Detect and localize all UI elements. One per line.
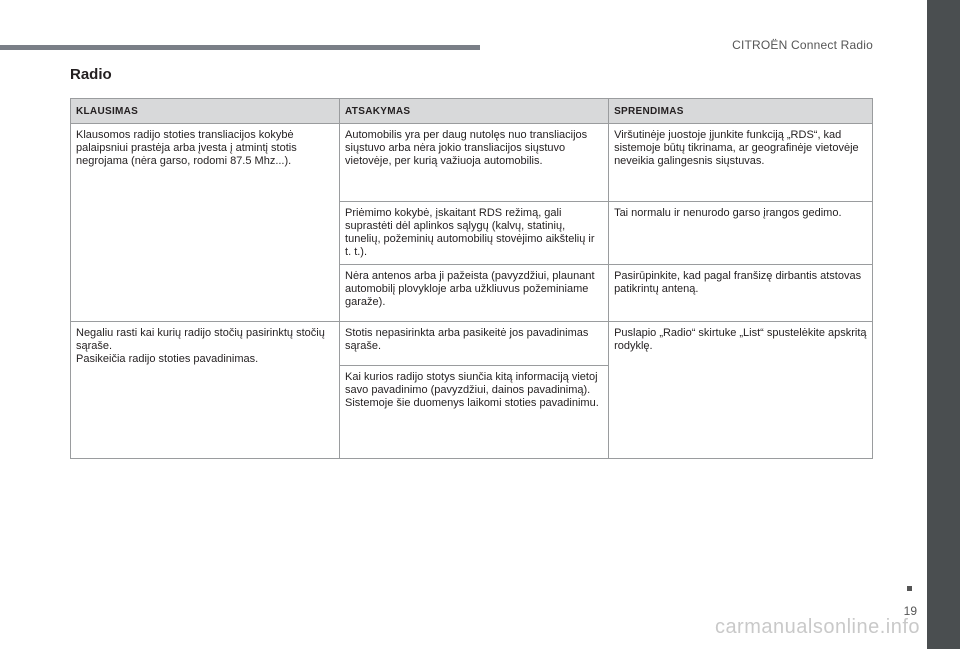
- header-brand: CITROËN Connect Radio: [732, 38, 873, 52]
- solution-text: Viršutinėje juostoje įjunkite funkciją „RDS“, kad sistemoje būtų tikrinama, ar geografinėje vietovėje neveikia galingesnis siųstuvas.: [614, 129, 859, 167]
- page-number: 19: [903, 604, 917, 618]
- solution-text: Tai normalu ir nenurodo garso įrangos gedimo.: [614, 207, 842, 219]
- answer-cell: [340, 322, 609, 366]
- question-cell: [71, 322, 340, 459]
- header-question: KLAUSIMAS: [71, 99, 340, 124]
- page-title: Radio: [70, 66, 112, 83]
- solution-text: Pasirūpinkite, kad pagal franšizę dirbantis atstovas patikrintų anteną.: [614, 270, 862, 295]
- table-header-row: [71, 99, 873, 124]
- question-cell: [71, 124, 340, 322]
- solution-cell: [609, 202, 873, 265]
- answer-text: Nėra antenos arba ji pažeista (pavyzdžiui, plaunant automobilį plovykloje arba užkliuvus požeminiame garaže).: [345, 270, 595, 308]
- answer-text: Kai kurios radijo stotys siunčia kitą informaciją vietoj savo pavadinimo (pavyzdžiui, dainos pavadinimą). Sistemoje šie duomenys laikomi stoties pavadinimu.: [345, 371, 599, 409]
- header-solution: SPRENDIMAS: [609, 99, 873, 124]
- answer-cell: [340, 366, 609, 459]
- answer-text: Automobilis yra per daug nutolęs nuo transliacijos siųstuvo arba nėra jokio transliacijos siųstuvo vietovėje, per kurią važiuoja automobilis.: [345, 129, 588, 167]
- header-answer: ATSAKYMAS: [340, 99, 609, 124]
- header-bar: [0, 45, 480, 50]
- answer-cell: [340, 202, 609, 265]
- solution-text: Puslapio „Radio“ skirtuke „List“ spustelėkite apskritą rodyklę.: [614, 327, 867, 352]
- table-row: [71, 124, 873, 202]
- answer-text: Priėmimo kokybė, įskaitant RDS režimą, gali suprastėti dėl aplinkos sąlygų (kalvų, statinių, tunelių, požeminių automobilių stovėjimo aikštelių ir t. t.).: [345, 207, 595, 258]
- answer-cell: [340, 265, 609, 322]
- answer-text: Stotis nepasirinkta arba pasikeitė jos pavadinimas sąraše.: [345, 327, 589, 352]
- question-text: Klausomos radijo stoties transliacijos kokybė palaipsniui prastėja arba įvesta į atmintį stotis negrojama (nėra garso, rodomi 87.5 Mhz...).: [76, 129, 297, 167]
- solution-cell: [609, 265, 873, 322]
- answer-cell: [340, 124, 609, 202]
- watermark: carmanualsonline.info: [714, 616, 920, 638]
- question-text: Negaliu rasti kai kurių radijo stočių pasirinktų stočių sąraše. Pasikeičia radijo stoties pavadinimas.: [76, 327, 325, 365]
- solution-cell: [609, 322, 873, 459]
- page-marker: [907, 586, 912, 591]
- table-row: [71, 322, 873, 366]
- page-edge-strip: [927, 0, 960, 649]
- troubleshooting-table: [70, 98, 873, 459]
- solution-cell: [609, 124, 873, 202]
